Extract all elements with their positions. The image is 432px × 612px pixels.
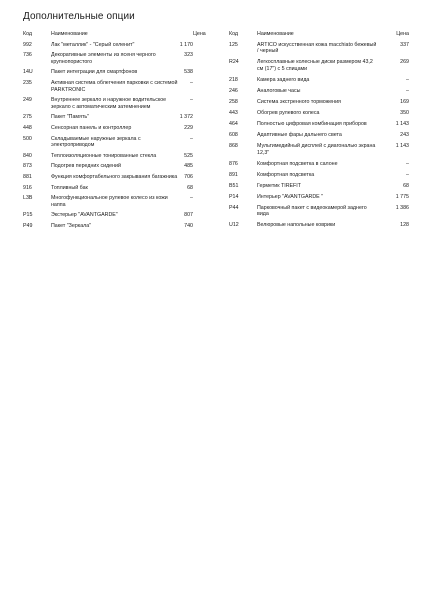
option-code: 125 bbox=[229, 41, 238, 48]
option-code: L3B bbox=[23, 195, 33, 202]
table-row bbox=[229, 59, 411, 77]
option-price: 1 775 bbox=[395, 193, 409, 200]
table-row bbox=[23, 136, 213, 153]
option-name: Герметик TIREFIT bbox=[257, 182, 301, 189]
option-price: – bbox=[406, 160, 409, 167]
option-code: 868 bbox=[229, 143, 238, 149]
option-code: 235 bbox=[23, 79, 32, 86]
option-price: 807 bbox=[184, 212, 193, 219]
header-row bbox=[23, 31, 213, 42]
option-name: Складываемые наружные зеркала с электроприводом bbox=[51, 135, 141, 149]
option-code: P49 bbox=[23, 222, 33, 229]
option-code: 218 bbox=[229, 77, 238, 84]
option-name: Внутреннее зеркало и наружное водительское зеркало с автоматическим затемнением bbox=[51, 97, 167, 110]
table-row bbox=[229, 132, 411, 143]
option-code: 464 bbox=[229, 121, 238, 128]
header-code: Код bbox=[23, 31, 33, 37]
table-row bbox=[229, 205, 411, 223]
option-price: 323 bbox=[184, 52, 193, 59]
option-price: 485 bbox=[184, 163, 193, 170]
option-code: P44 bbox=[229, 204, 239, 211]
option-code: 881 bbox=[23, 173, 32, 180]
option-name: Декоративные элементы из ясеня черного крупнопористого bbox=[51, 52, 156, 65]
option-name: Легкосплавные колесные диски размером 43,2 см (17") с 5 спицами bbox=[257, 59, 373, 72]
option-name: Комфортная подсветка bbox=[257, 171, 315, 178]
option-code: 916 bbox=[23, 184, 32, 191]
table-row bbox=[23, 212, 213, 223]
option-name: Экстерьер "AVANTGARDE" bbox=[51, 212, 118, 219]
table-row bbox=[23, 42, 213, 53]
option-code: 873 bbox=[23, 163, 32, 170]
option-name: Мультимедийный дисплей с диагональю экрана 12,3" bbox=[257, 143, 376, 156]
option-price: 525 bbox=[184, 152, 193, 159]
option-name: Комфортная подсветка в салоне bbox=[257, 160, 338, 167]
table-row bbox=[229, 161, 411, 172]
option-code: 891 bbox=[229, 171, 238, 178]
option-code: 448 bbox=[23, 124, 32, 131]
option-name: ARTICO искусственная кожа macchiato бежевый / черный bbox=[257, 41, 377, 55]
option-name: Обогрев рулевого колеса bbox=[257, 110, 320, 117]
option-name: Подогрев передних сидений bbox=[51, 163, 121, 170]
option-code: P15 bbox=[23, 212, 33, 219]
option-code: 876 bbox=[229, 160, 238, 167]
table-row bbox=[229, 222, 411, 233]
option-price: 1 386 bbox=[395, 204, 409, 211]
table-row bbox=[23, 195, 213, 212]
table-row bbox=[23, 174, 213, 185]
option-price: 706 bbox=[184, 173, 193, 180]
option-price: 350 bbox=[400, 110, 409, 117]
option-code: U12 bbox=[229, 222, 239, 229]
option-code: 500 bbox=[23, 135, 32, 142]
option-name: Парковочный пакет с видеокамерой заднего вида bbox=[257, 204, 367, 218]
option-name: Полностью цифровая комбинация приборов bbox=[257, 121, 367, 128]
option-price: 68 bbox=[403, 182, 409, 189]
option-price: – bbox=[406, 88, 409, 95]
option-name: Адаптивные фары дальнего света bbox=[257, 132, 342, 139]
option-price: – bbox=[190, 97, 193, 104]
option-name: Топливный бак bbox=[51, 184, 88, 191]
table-row bbox=[23, 223, 213, 234]
table-row bbox=[229, 42, 411, 60]
option-price: 169 bbox=[400, 99, 409, 106]
option-code: 608 bbox=[229, 132, 238, 139]
option-name: Сенсорная панель и контроллер bbox=[51, 124, 132, 131]
table-row bbox=[229, 99, 411, 110]
option-price: 740 bbox=[184, 222, 193, 229]
header-row bbox=[229, 31, 411, 42]
header-name: Наименование bbox=[257, 31, 294, 37]
option-code: 443 bbox=[229, 110, 238, 117]
option-code: 736 bbox=[23, 52, 32, 59]
option-price: 68 bbox=[187, 184, 193, 191]
option-name: Система экстренного торможения bbox=[257, 99, 341, 106]
option-code: 249 bbox=[23, 97, 32, 104]
option-code: 275 bbox=[23, 114, 32, 121]
page-title: Дополнительные опции bbox=[23, 11, 135, 22]
options-table-left bbox=[23, 31, 213, 233]
option-price: 337 bbox=[400, 41, 409, 48]
option-price: 1 170 bbox=[179, 41, 193, 48]
option-name: Функция комфортабельного закрывания багажника bbox=[51, 173, 178, 180]
header-price: Цена bbox=[396, 31, 409, 37]
option-price: 1 372 bbox=[179, 114, 193, 121]
option-price: 538 bbox=[184, 69, 193, 76]
option-code: P14 bbox=[229, 193, 239, 200]
table-row bbox=[229, 88, 411, 99]
option-name: Аналоговые часы bbox=[257, 88, 301, 95]
option-code: B51 bbox=[229, 182, 239, 189]
option-price: – bbox=[190, 195, 193, 202]
option-name: Многофункциональное рулевое колесо из кожи наппа bbox=[51, 195, 168, 208]
table-row bbox=[229, 77, 411, 88]
option-name: Пакет "Зеркала" bbox=[51, 222, 92, 229]
option-name: Теплоизоляционные тонированные стекла bbox=[51, 152, 157, 159]
option-code: 14U bbox=[23, 69, 33, 76]
option-code: 840 bbox=[23, 152, 32, 159]
option-name: Пакет "Память" bbox=[51, 114, 90, 121]
option-price: – bbox=[406, 171, 409, 178]
option-code: R24 bbox=[229, 59, 239, 66]
table-row bbox=[23, 163, 213, 174]
table-row bbox=[229, 194, 411, 205]
option-name: Велюровые напольные коврики bbox=[257, 222, 336, 229]
option-price: 1 143 bbox=[395, 143, 409, 149]
option-price: – bbox=[190, 79, 193, 86]
table-row bbox=[23, 185, 213, 196]
option-price: – bbox=[190, 135, 193, 142]
options-columns bbox=[23, 31, 411, 233]
header-name: Наименование bbox=[51, 31, 88, 37]
table-row bbox=[23, 52, 213, 69]
table-row bbox=[229, 143, 411, 161]
header-price: Цена bbox=[193, 31, 206, 37]
table-row bbox=[229, 121, 411, 132]
table-row bbox=[23, 125, 213, 136]
header-code: Код bbox=[229, 31, 239, 37]
table-row bbox=[23, 97, 213, 114]
option-code: 258 bbox=[229, 99, 238, 106]
table-row bbox=[229, 172, 411, 183]
table-row bbox=[23, 69, 213, 80]
option-price: 229 bbox=[184, 124, 193, 131]
option-price: 128 bbox=[400, 222, 409, 229]
option-price: – bbox=[406, 77, 409, 84]
table-row bbox=[229, 183, 411, 194]
option-code: 992 bbox=[23, 41, 32, 48]
option-price: 1 143 bbox=[395, 121, 409, 128]
table-row bbox=[229, 110, 411, 121]
option-name: Пакет интеграции для смартфонов bbox=[51, 69, 138, 76]
option-price: 243 bbox=[400, 132, 409, 139]
option-price: 269 bbox=[400, 59, 409, 66]
options-table-right bbox=[229, 31, 411, 233]
option-name: Камера заднего вида bbox=[257, 77, 310, 84]
table-row bbox=[23, 153, 213, 164]
option-code: 246 bbox=[229, 88, 238, 95]
option-name: Лак "металлик" - "Серый селенит" bbox=[51, 41, 135, 48]
table-row bbox=[23, 114, 213, 125]
table-row bbox=[23, 80, 213, 97]
option-name: Активная система облегчения парковки с системой PARKTRONIC bbox=[51, 79, 178, 93]
option-name: Интерьер "AVANTGARDE " bbox=[257, 193, 324, 200]
